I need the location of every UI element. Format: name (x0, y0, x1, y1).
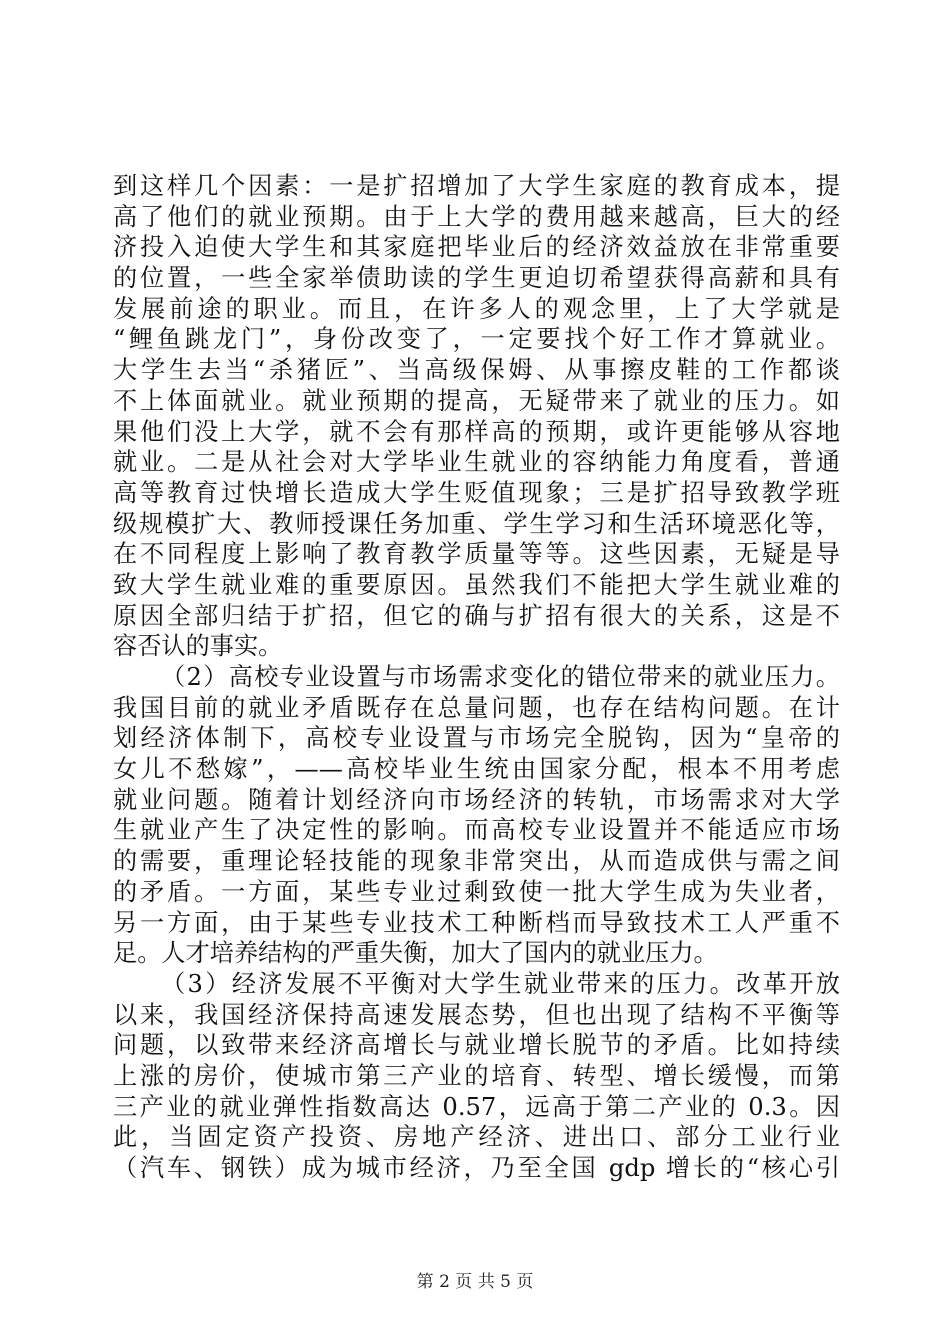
text-line: 就业。二是从社会对大学毕业生就业的容纳能力角度看，普通 (113, 448, 840, 477)
page-number-footer: 第 2 页 共 5 页 (416, 1272, 534, 1292)
paragraph-end-line: 容否认的事实。 (113, 632, 283, 661)
text-line: 不上体面就业。就业预期的提高，无疑带来了就业的压力。如 (113, 386, 840, 415)
text-line: 济投入迫使大学生和其家庭把毕业后的经济效益放在非常重要 (113, 233, 840, 262)
text-line: 的需要，重理论轻技能的现象非常突出，从而造成供与需之间 (113, 847, 840, 876)
text-line: 此，当固定资产投资、房地产经济、进出口、部分工业行业 (113, 1123, 840, 1152)
text-line: “鲤鱼跳龙门”，身份改变了，一定要找个好工作才算就业。 (113, 325, 840, 354)
text-line: 级规模扩大、教师授课任务加重、学生学习和生活环境恶化等， (113, 509, 840, 538)
text-line: 生就业产生了决定性的影响。而高校专业设置并不能适应市场 (113, 816, 840, 845)
text-line: 的矛盾。一方面，某些专业过剩致使一批大学生成为失业者， (113, 877, 840, 906)
text-line: （汽车、钢铁）成为城市经济，乃至全国 gdp 增长的“核心引 (113, 1154, 840, 1182)
text-line: 女儿不愁嫁”，——高校毕业生统由国家分配，根本不用考虑 (113, 755, 840, 784)
text-line: 另一方面，由于某些专业技术工种断档而导致技术工人严重不 (113, 908, 840, 937)
text-line: 高了他们的就业预期。由于上大学的费用越来越高，巨大的经 (113, 202, 840, 231)
text-line: 到这样几个因素：一是扩招增加了大学生家庭的教育成本，提 (113, 172, 840, 200)
paragraph-end-line: 足。人才培养结构的严重失衡，加大了国内的就业压力。 (113, 939, 718, 968)
text-line: 大学生去当“杀猪匠”、当高级保姆、从事擦皮鞋的工作都谈 (113, 356, 840, 385)
text-line: 问题，以致带来经济高增长与就业增长脱节的矛盾。比如持续 (113, 1031, 840, 1060)
text-line: 致大学生就业难的重要原因。虽然我们不能把大学生就业难的 (113, 570, 840, 599)
text-line: 在不同程度上影响了教育教学质量等等。这些因素，无疑是导 (113, 540, 840, 569)
text-line: 发展前途的职业。而且，在许多人的观念里，上了大学就是 (113, 294, 840, 323)
text-line: 的位置，一些全家举债助读的学生更迫切希望获得高薪和具有 (113, 264, 840, 293)
text-line: 原因全部归结于扩招，但它的确与扩招有很大的关系，这是不 (113, 601, 840, 630)
text-line: 以来，我国经济保持高速发展态势，但也出现了结构不平衡等 (113, 1000, 840, 1029)
text-line: 高等教育过快增长造成大学生贬值现象；三是扩招导致教学班 (113, 478, 840, 507)
text-line: 果他们没上大学，就不会有那样高的预期，或许更能够从容地 (113, 417, 840, 446)
text-line: 就业问题。随着计划经济向市场经济的转轨，市场需求对大学 (113, 785, 840, 814)
text-line: 我国目前的就业矛盾既存在总量问题，也存在结构问题。在计 (113, 693, 840, 722)
body-text (113, 171, 840, 1184)
paragraph-start-line: （3）经济发展不平衡对大学生就业带来的压力。改革开放 (161, 969, 840, 998)
paragraph-start-line: （2）高校专业设置与市场需求变化的错位带来的就业压力。 (161, 663, 840, 691)
text-line: 划经济体制下，高校专业设置与市场完全脱钩，因为“皇帝的 (113, 724, 840, 753)
text-line: 三产业的就业弹性指数高达 0.57，远高于第二产业的 0.3。因 (113, 1092, 840, 1121)
text-line: 上涨的房价，使城市第三产业的培育、转型、增长缓慢，而第 (113, 1061, 840, 1090)
